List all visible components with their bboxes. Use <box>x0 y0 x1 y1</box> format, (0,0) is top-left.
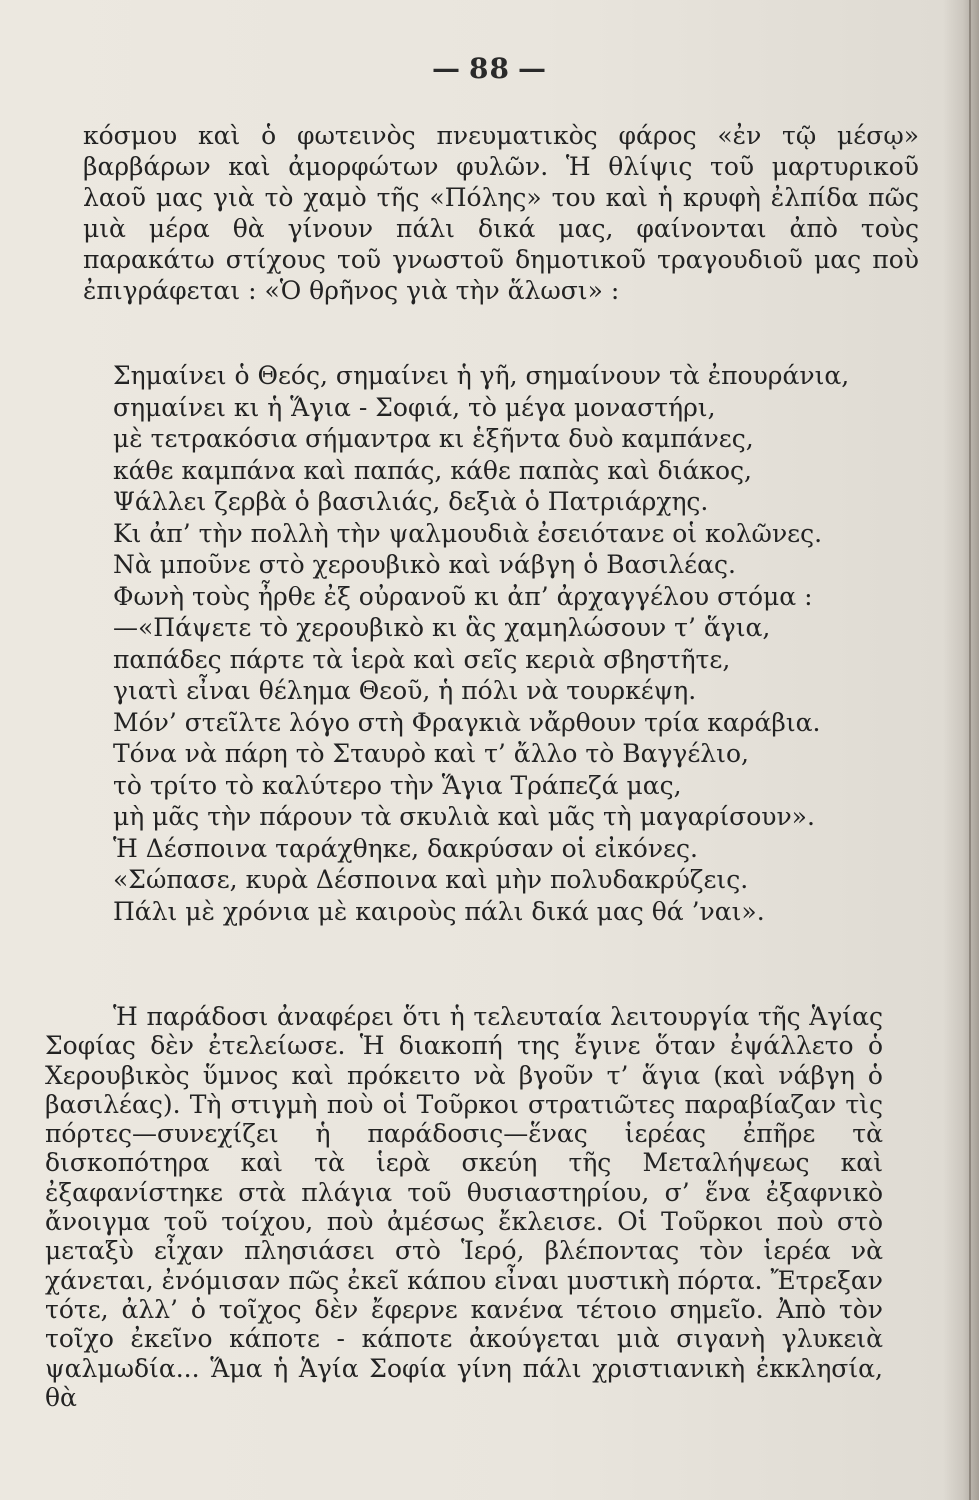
poem-line: Πάλι μὲ χρόνια μὲ καιροὺς πάλι δικά μας θά ’ναι». <box>113 896 765 926</box>
poem-line: Φωνὴ τοὺς ἦρθε ἐξ οὐρανοῦ κι ἀπ’ ἀρχαγγέλου στόμα : <box>113 581 813 611</box>
poem-line: κάθε καμπάνα καὶ παπάς, κάθε παπὰς καὶ διάκος, <box>113 455 752 485</box>
page-edge <box>969 0 971 1500</box>
poem-line: σημαίνει κι ἡ Ἅγια - Σοφιά, τὸ μέγα μοναστήρι, <box>113 392 716 422</box>
poem-line: Μόν’ στεῖλτε λόγο στὴ Φραγκιὰ νἄρθουν τρία καράβια. <box>113 707 821 737</box>
poem-line: μὴ μᾶς τὴν πάρουν τὰ σκυλιὰ καὶ μᾶς τὴ μαγαρίσουν». <box>113 802 815 831</box>
poem-line: παπάδες πάρτε τὰ ἱερὰ καὶ σεῖς κεριὰ σβηστῆτε, <box>113 644 731 674</box>
poem <box>113 360 850 927</box>
poem-line: «Σώπασε, κυρὰ Δέσποινα καὶ μὴν πολυδακρύζεις. <box>113 865 749 894</box>
poem-line: Κι ἀπ’ τὴν πολλὴ τὴν ψαλμουδιὰ ἐσειότανε οἱ κολῶνες. <box>113 518 823 548</box>
poem-line: μὲ τετρακόσια σήμαντρα κι ἑξῆντα δυὸ καμπάνες, <box>113 424 754 453</box>
page-number <box>0 52 979 85</box>
poem-line: Σημαίνει ὁ Θεός, σημαίνει ἡ γῆ, σημαίνουν τὰ ἐπουράνια, <box>113 361 850 390</box>
poem-line: Ψάλλει ζερβὰ ὁ βασιλιάς, δεξιὰ ὁ Πατριάρχης. <box>113 487 709 516</box>
page-number-value: 88 <box>469 52 510 85</box>
page-number-dash-right: — <box>517 52 547 85</box>
poem-line: Τόνα νὰ πάρη τὸ Σταυρὸ καὶ τ’ ἄλλο τὸ Βαγγέλιο, <box>113 739 749 768</box>
page-number-dash-left: — <box>432 52 462 85</box>
poem-line: Νὰ μποῦνε στὸ χερουβικὸ καὶ νάβγη ὁ Βασιλέας. <box>113 550 736 579</box>
poem-line: —«Πάψετε τὸ χερουβικὸ κι ἃς χαμηλώσουν τ’ ἅγια, <box>113 613 771 642</box>
poem-line: γιατὶ εἶναι θέλημα Θεοῦ, ἡ πόλι νὰ τουρκέψη. <box>113 676 697 705</box>
intro-paragraph: κόσμου καὶ ὁ φωτεινὸς πνευματικὸς φάρος «ἐν τῷ μέσῳ» βαρβάρων καὶ ἀμορφώτων φυλῶν. Ἡ θλίψις τοῦ μαρτυρικοῦ λαοῦ μας γιὰ τὸ χαμὸ τῆς «Πόλης» του καὶ ἡ κρυφὴ ἐλπίδα πῶς μιὰ μέρα θὰ γίνουν πάλι δικά μας, φαίνονται ἀπὸ τοὺς παρακάτω στίχους τοῦ γνωστοῦ δημοτικοῦ τραγουδιοῦ μας ποὺ ἐπιγράφεται : «Ὁ θρῆνος γιὰ τὴν ἅλωσι» : <box>83 121 919 305</box>
tradition-text: Ἡ παράδοσι ἀναφέρει ὅτι ἡ τελευταία λειτουργία τῆς Ἁγίας Σοφίας δὲν ἐτελείωσε. Ἡ διακοπή της ἔγινε ὅταν ἐψάλλετο ὁ Χερουβικὸς ὕμνος καὶ πρόκειτο νὰ βγοῦν τ’ ἅγια (καὶ νάβγη ὁ βασιλέας). Τὴ στιγμὴ ποὺ οἱ Τοῦρκοι στρατιῶτες παραβίαζαν τὶς πόρτες—συνεχίζει ἡ παράδοσις—ἕνας ἱερέας ἐπῆρε τὰ δισκοπότηρα καὶ τὰ ἱερὰ σκεύη τῆς Μεταλήψεως καὶ ἐξαφανίστηκε στὰ πλάγια τοῦ θυσιαστηρίου, σ’ ἕνα ἐξαφνικὸ ἄνοιγμα τοῦ τοίχου, ποὺ ἀμέσως ἔκλεισε. Οἱ Τοῦρκοι ποὺ στὸ μεταξὺ εἶχαν πλησιάσει στὸ Ἱερό, βλέποντας τὸν ἱερέα νὰ χάνεται, ἐνόμισαν πῶς ἐκεῖ κάπου εἶναι μυστικὴ πόρτα. Ἔτρεξαν τότε, ἀλλ’ ὁ τοῖχος δὲν ἔφερνε κανένα τέτοιο σημεῖο. Ἀπὸ τὸν τοῖχο ἐκεῖνο κάποτε - κάποτε ἀκούγεται μιὰ σιγανὴ γλυκειὰ ψαλμωδία... Ἅμα ἡ Ἁγία Σοφία γίνη πάλι χριστιανικὴ ἐκκλησία, θὰ <box>45 1002 883 1412</box>
page-spine-shadow <box>943 0 979 1500</box>
tradition-paragraph <box>45 1002 883 1412</box>
poem-line: Ἡ Δέσποινα ταράχθηκε, δακρύσαν οἱ εἰκόνες. <box>113 833 698 863</box>
poem-line: τὸ τρίτο τὸ καλύτερο τὴν Ἅγια Τράπεζά μας, <box>113 770 682 800</box>
